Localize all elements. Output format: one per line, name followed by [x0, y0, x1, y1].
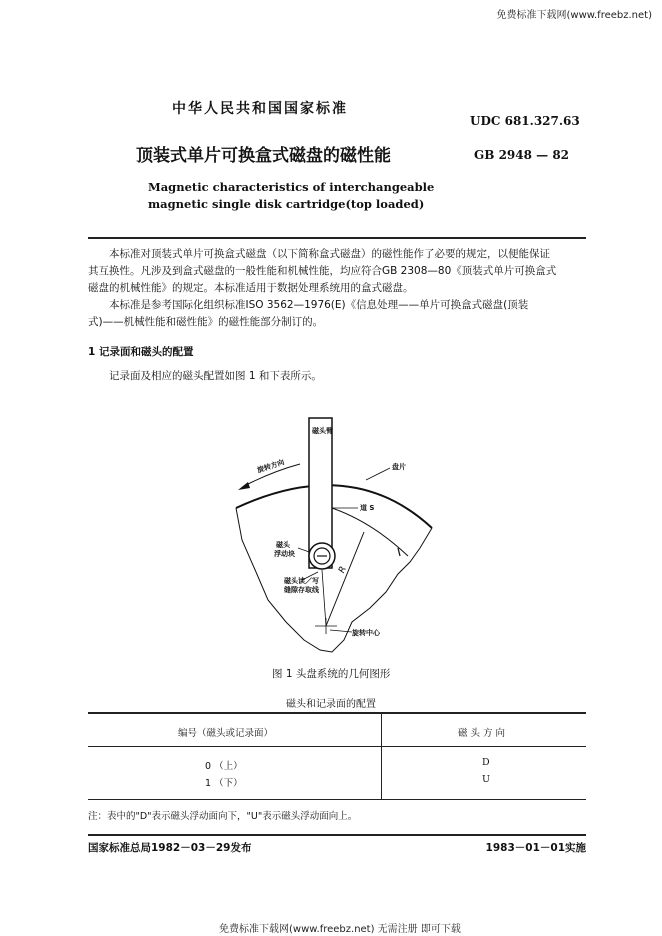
table-row-id: 1 （下） [205, 778, 243, 789]
table-row-direction: D [482, 757, 490, 768]
disk-label-leader [366, 468, 390, 480]
intro-line: 其互换性。凡涉及到盒式磁盘的一般性能和机械性能，均应符合GB 2308—80《顶装式单片可换盒式 [88, 265, 557, 277]
udc-number: UDC 681.327.63 [470, 114, 580, 128]
effective-date: 1983－01－01实施 [485, 842, 586, 854]
figure-label-float-1: 磁头 [276, 541, 290, 549]
table-column-divider [381, 713, 382, 799]
rotation-arrowhead [238, 482, 250, 490]
page-title: 顶装式单片可换盒式磁盘的磁性能 [136, 146, 391, 166]
issue-date: 国家标准总局1982－03－29发布 [88, 842, 252, 854]
figure-label-center: 旋转中心 [352, 629, 380, 637]
gb-number: GB 2948 — 82 [474, 148, 570, 162]
watermark-top: 免费标准下载网(www.freebz.net) [496, 10, 652, 21]
table-bottom-rule [88, 799, 586, 800]
title-en-line2: magnetic single disk cartridge(top loaded) [148, 197, 425, 211]
footer-rule [88, 834, 586, 836]
intro-line: 本标准是参考国际化组织标准ISO 3562—1976(E)《信息处理——单片可换盒式磁盘(顶装 [109, 299, 529, 311]
figure-label-rotation: 旋转方向 [256, 458, 286, 475]
track-arc [332, 508, 408, 556]
table-header-rule [88, 746, 586, 747]
standard-org: 中华人民共和国国家标准 [172, 101, 348, 117]
table-note: 注：表中的"D"表示磁头浮动面向下，"U"表示磁头浮动面向上。 [88, 811, 358, 822]
title-en-line1: Magnetic characteristics of interchangeable [148, 180, 435, 194]
figure-caption: 图 1 头盘系统的几何图形 [272, 668, 391, 680]
intro-line: 式)——机械性能和磁性能》的磁性能部分制订的。 [88, 316, 324, 328]
table-row-id: 0 （上） [205, 761, 243, 772]
figure-label-radius: R [337, 565, 349, 575]
intro-line: 磁盘的机械性能》的规定。本标准适用于数据处理系统用的盒式磁盘。 [88, 282, 414, 294]
figure-label-gap-2: 缝隙存取线 [284, 586, 319, 594]
intro-line: 本标准对顶装式单片可换盒式磁盘（以下简称盒式磁盘）的磁性能作了必要的规定，以便能保证 [109, 248, 550, 260]
disk-edge-arc [236, 485, 432, 528]
figure-label-disk: 盘片 [392, 463, 406, 471]
figure-label-gap-1: 磁头读／写 [284, 577, 319, 585]
table-header-id: 编号（磁头或记录面） [178, 728, 274, 739]
figure-label-arm: 磁头臂 [312, 427, 333, 435]
table-row-direction: U [482, 774, 491, 785]
table-top-rule [88, 712, 586, 714]
figure-label-track: 道 S [360, 504, 375, 512]
figure-label-float-2: 浮动块 [274, 550, 295, 558]
table-title: 磁头和记录面的配置 [286, 699, 376, 710]
table-header-direction: 磁 头 方 向 [458, 728, 506, 739]
section-heading: 1 记录面和磁头的配置 [88, 346, 194, 358]
access-line [322, 570, 326, 626]
section-text: 记录面及相应的磁头配置如图 1 和下表所示。 [109, 370, 322, 382]
tick-mark [398, 548, 400, 556]
watermark-bottom: 免费标准下载网(www.freebz.net) 无需注册 即可下载 [219, 924, 461, 935]
